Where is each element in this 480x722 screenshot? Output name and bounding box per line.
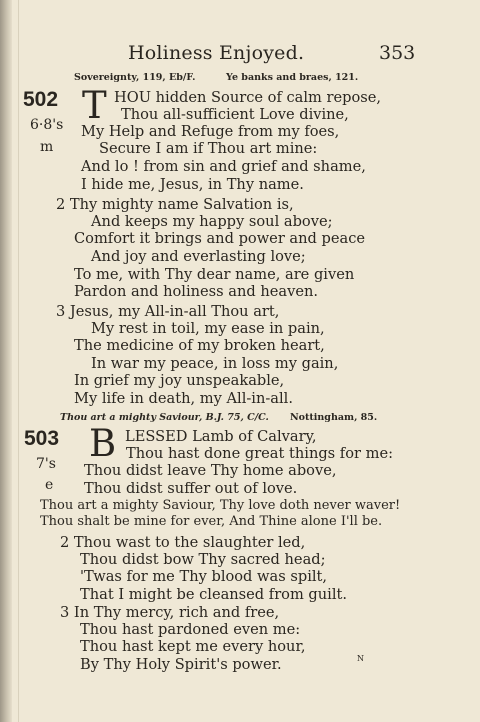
hymn-503-meter: 7's bbox=[36, 456, 56, 472]
hymn-502-line: Secure I am if Thou art mine: bbox=[99, 140, 318, 157]
hymn-502-line: I hide me, Jesus, in Thy name. bbox=[81, 176, 304, 193]
hymn-502-line: My rest in toil, my ease in pain, bbox=[91, 320, 325, 337]
hymn-502-line: And keeps my happy soul above; bbox=[91, 213, 333, 230]
hymn-502-tune-info: Sovereignty, 119, Eb/F. bbox=[74, 72, 196, 83]
hymn-502-key: m bbox=[40, 139, 54, 155]
hymn-503-line: Thou hast done great things for me: bbox=[126, 445, 394, 462]
hymn-502-line: And joy and everlasting love; bbox=[91, 248, 306, 265]
hymn-503-alt-tune: Nottingham, 85. bbox=[290, 412, 378, 423]
hymn-503-line: By Thy Holy Spirit's power. bbox=[80, 656, 282, 673]
hymn-503-line: 'Twas for me Thy blood was spilt, bbox=[80, 568, 328, 585]
hymn-502-number: 502 bbox=[23, 88, 59, 111]
hymn-503-line: That I might be cleansed from guilt. bbox=[80, 586, 348, 603]
hymn-502-line: In grief my joy unspeakable, bbox=[74, 372, 285, 389]
hymn-503-line: 2 Thou wast to the slaughter led, bbox=[60, 534, 306, 551]
hymn-503-chorus-line: Thou art a mighty Saviour, Thy love doth never waver! bbox=[40, 498, 401, 513]
hymn-503-line: Thou didst leave Thy home above, bbox=[84, 462, 337, 479]
page-title: Holiness Enjoyed. bbox=[128, 42, 305, 64]
hymn-503-line: Thou hast pardoned even me: bbox=[80, 621, 301, 638]
hymn-503-number: 503 bbox=[24, 427, 60, 450]
hymn-503-line: Thou hast kept me every hour, bbox=[80, 638, 306, 655]
hymn-502-line: My life in death, my All-in-all. bbox=[74, 390, 293, 407]
book-spine-shadow bbox=[0, 0, 12, 722]
hymn-502-line: My Help and Refuge from my foes, bbox=[81, 123, 340, 140]
page-edge-line bbox=[18, 0, 19, 722]
page-number: 353 bbox=[379, 42, 416, 64]
hymn-502-line: In war my peace, in loss my gain, bbox=[91, 355, 339, 372]
hymn-503-chorus-line: Thou shalt be mine for ever, And Thine alone I'll be. bbox=[40, 514, 383, 529]
hymn-502-line: Comfort it brings and power and peace bbox=[74, 230, 366, 247]
hymn-502-line: Thou all-sufficient Love divine, bbox=[121, 106, 349, 123]
hymn-502-alt-tune: Ye banks and braes, 121. bbox=[226, 72, 359, 83]
hymn-502-line: The medicine of my broken heart, bbox=[74, 337, 325, 354]
hymn-503-key: e bbox=[45, 477, 54, 493]
hymn-502-drop-cap: T bbox=[82, 84, 107, 127]
hymn-503-line: LESSED Lamb of Calvary, bbox=[125, 428, 317, 445]
hymn-502-line: 2 Thy mighty name Salvation is, bbox=[56, 196, 294, 213]
hymn-502-line: And lo ! from sin and grief and shame, bbox=[81, 158, 366, 175]
hymn-503-line: 3 In Thy mercy, rich and free, bbox=[60, 604, 280, 621]
hymn-503-line: Thou didst bow Thy sacred head; bbox=[80, 551, 326, 568]
hymn-502-meter: 6·8's bbox=[30, 117, 64, 133]
hymn-502-line: 3 Jesus, my All-in-all Thou art, bbox=[56, 303, 280, 320]
hymn-503-tune-info: Thou art a mighty Saviour, B.J. 75, C/C. bbox=[60, 412, 269, 423]
hymn-502-line: HOU hidden Source of calm repose, bbox=[114, 89, 382, 106]
hymn-503-line: Thou didst suffer out of love. bbox=[84, 480, 298, 497]
hymn-502-line: To me, with Thy dear name, are given bbox=[74, 266, 355, 283]
hymn-502-line: Pardon and holiness and heaven. bbox=[74, 283, 318, 300]
hymn-503-drop-cap: B bbox=[89, 422, 117, 465]
signature-mark: N bbox=[357, 654, 364, 663]
